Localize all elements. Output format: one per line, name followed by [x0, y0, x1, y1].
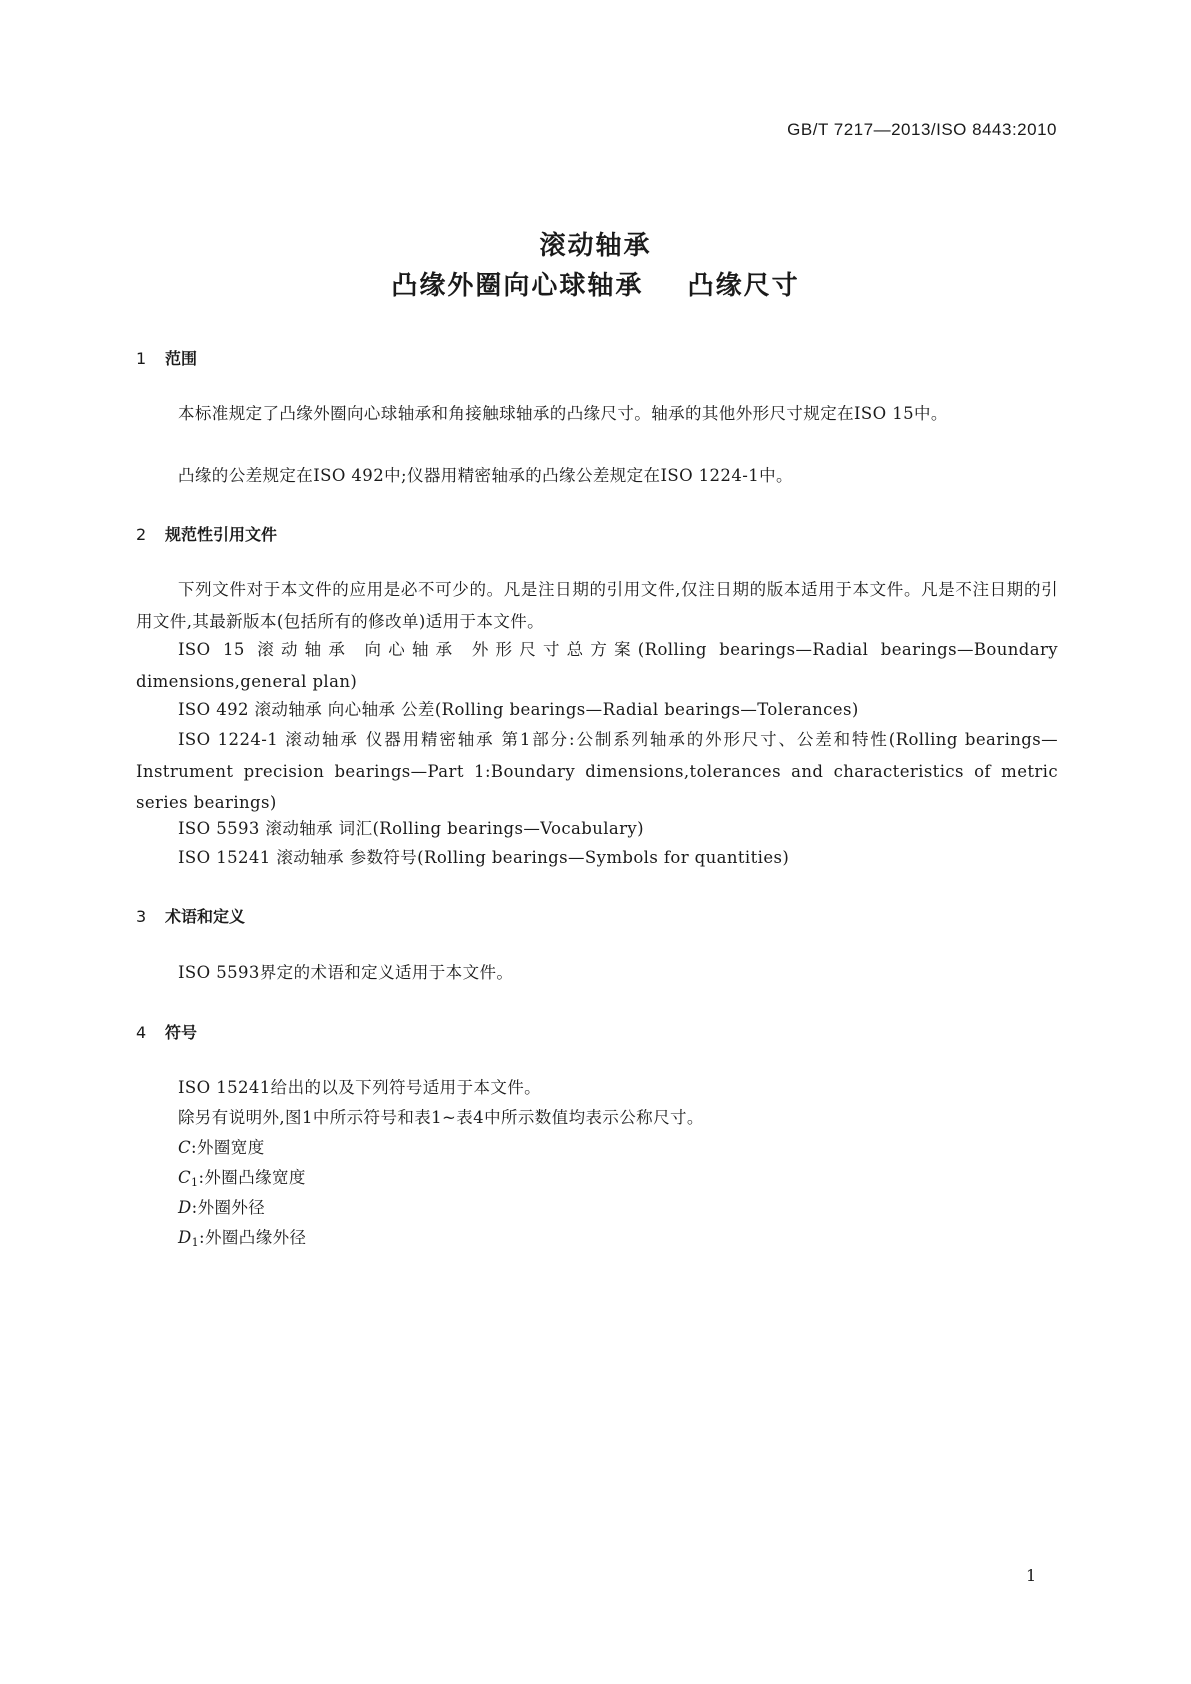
symbol-description: :外圈外径 [191, 1198, 266, 1217]
section-title: 范围 [165, 349, 198, 368]
section-heading-4 [136, 1020, 197, 1043]
reference-item-iso492: ISO 492 滚动轴承 向心轴承 公差(Rolling bearings—Radial bearings—Tolerances) [178, 700, 859, 719]
section-number: 3 [136, 907, 147, 926]
references-intro: 下列文件对于本文件的应用是必不可少的。凡是注日期的引用文件,仅注日期的版本适用于本文件。凡是不注日期的引用文件,其最新版本(包括所有的修改单)适用于本文件。 [136, 580, 1058, 631]
symbol-subscript: 1 [191, 1236, 200, 1249]
page-number: 1 [1026, 1566, 1037, 1585]
symbol-description: :外圈凸缘宽度 [198, 1168, 306, 1187]
symbol-letter: C [178, 1138, 192, 1157]
title-line-1: 滚动轴承 [539, 231, 652, 261]
reference-item-iso5593: ISO 5593 滚动轴承 词汇(Rolling bearings—Vocabulary) [178, 819, 644, 838]
section-number: 2 [136, 525, 147, 544]
section-number: 1 [136, 349, 147, 368]
section-heading-1 [136, 346, 197, 369]
document-code-header: GB/T 7217—2013/ISO 8443:2010 [787, 120, 1057, 139]
terms-paragraph: ISO 5593界定的术语和定义适用于本文件。 [178, 963, 514, 982]
scope-paragraph-1: 本标准规定了凸缘外圈向心球轴承和角接触球轴承的凸缘尺寸。轴承的其他外形尺寸规定在ISO 15中。 [178, 404, 948, 423]
reference-item-iso1224: ISO 1224-1 滚动轴承 仪器用精密轴承 第1部分:公制系列轴承的外形尺寸、公差和特性(Rolling bearings—Instrument precision bearings—Part 1:Boundary dimensions,tolerances and characteristics of metric series bearings) [136, 730, 1058, 812]
document-title [0, 226, 1191, 306]
symbol-item-d1 [136, 1222, 1058, 1259]
section-number: 4 [136, 1023, 147, 1042]
title-line-2: 凸缘外圈向心球轴承 凸缘尺寸 [391, 271, 800, 301]
symbol-letter: C [178, 1168, 192, 1187]
section-title: 符号 [165, 1023, 198, 1042]
symbols-paragraph-1: ISO 15241给出的以及下列符号适用于本文件。 [178, 1078, 542, 1097]
symbols-paragraph-2: 除另有说明外,图1中所示符号和表1~表4中所示数值均表示公称尺寸。 [178, 1108, 704, 1127]
symbol-letter: D [178, 1198, 192, 1217]
reference-item-iso15241: ISO 15241 滚动轴承 参数符号(Rolling bearings—Symbols for quantities) [178, 848, 790, 867]
scope-paragraph-2: 凸缘的公差规定在ISO 492中;仪器用精密轴承的凸缘公差规定在ISO 1224-1中。 [178, 466, 793, 485]
section-title: 规范性引用文件 [165, 525, 278, 544]
reference-item-iso15: ISO 15 滚动轴承 向心轴承 外形尺寸总方案(Rolling bearings—Radial bearings—Boundary dimensions,general plan) [136, 640, 1058, 691]
symbol-letter: D [178, 1228, 192, 1247]
section-title: 术语和定义 [165, 907, 246, 926]
symbol-description: :外圈宽度 [191, 1138, 265, 1157]
section-heading-2 [136, 522, 277, 545]
symbol-description: :外圈凸缘外径 [199, 1228, 307, 1247]
section-heading-3 [136, 904, 245, 927]
symbol-subscript: 1 [191, 1176, 199, 1189]
